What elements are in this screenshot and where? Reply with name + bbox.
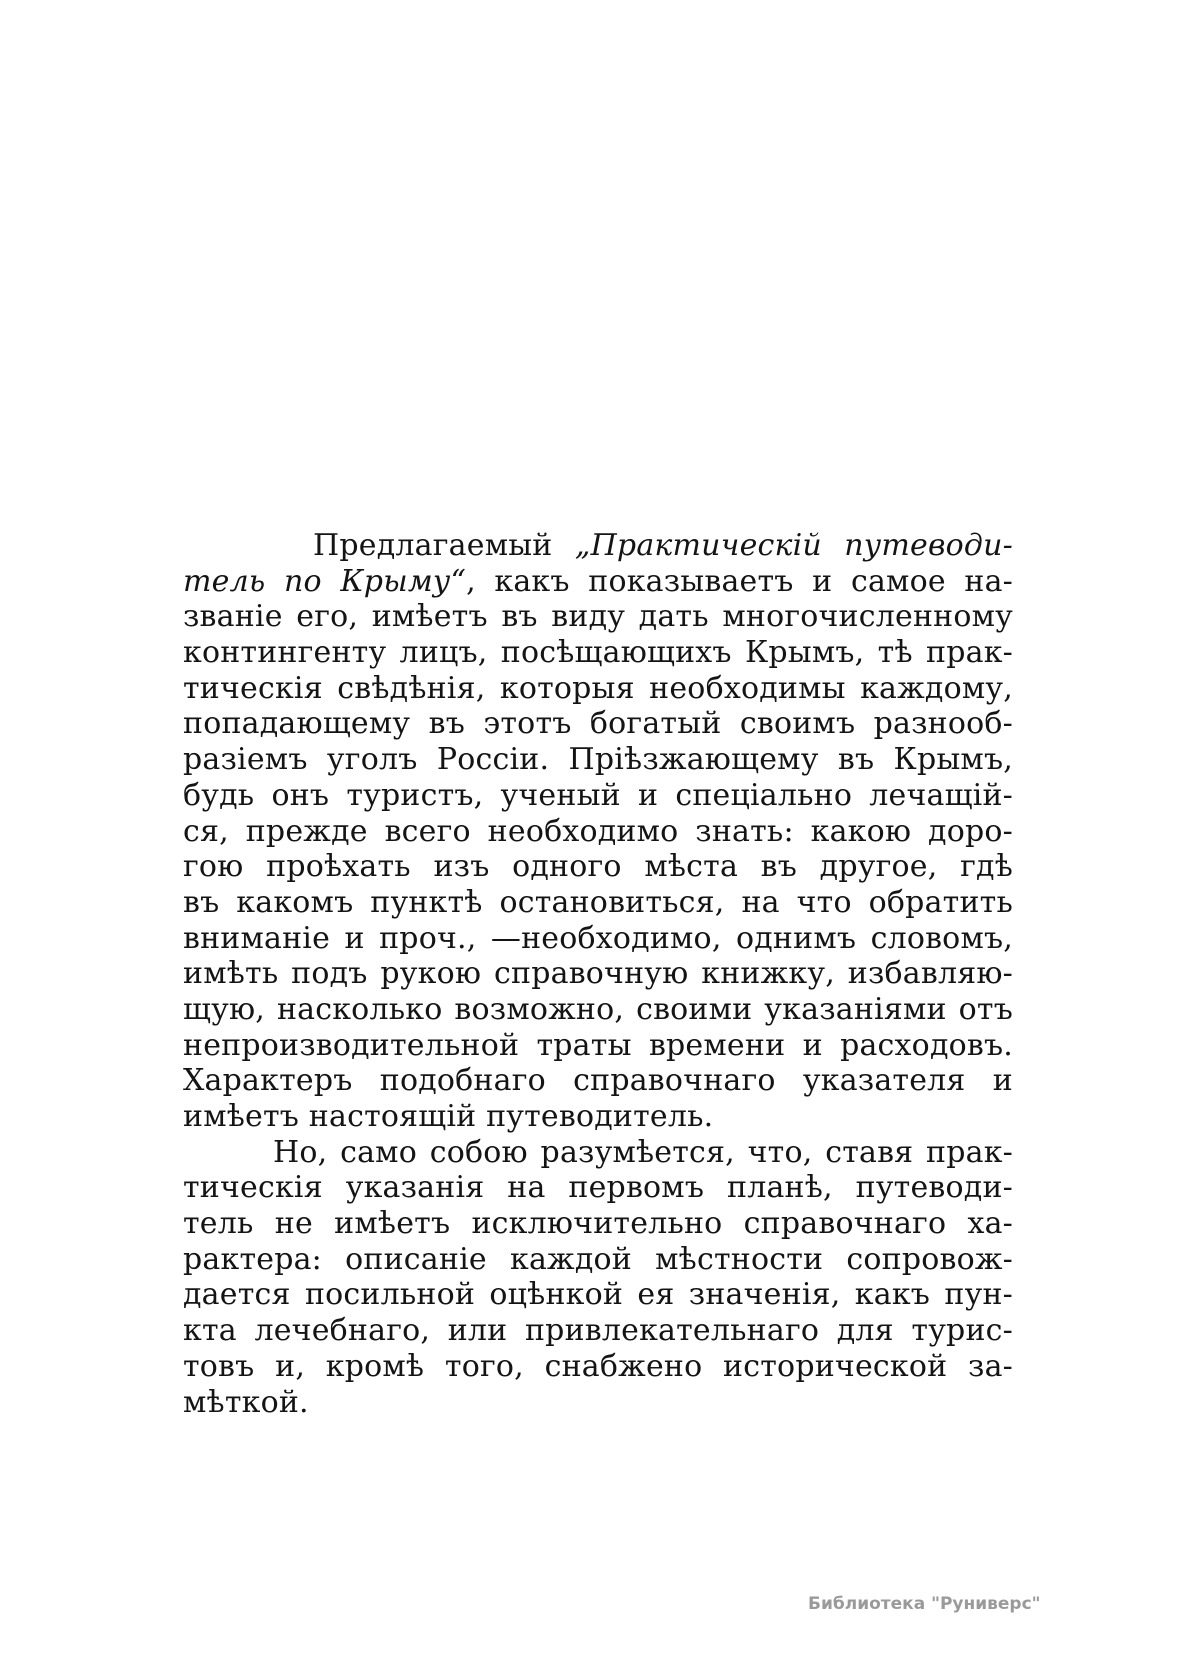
text-line [183,921,1013,957]
text-segment: разіемъ уголъ Россіи. Пріѣзжающему въ Крымъ, [183,742,1013,778]
text-line [183,956,1013,992]
library-watermark: Библиотека "Руниверс" [808,1594,1041,1614]
text-line [183,1385,1013,1421]
text-line [183,706,1013,742]
text-line [183,849,1013,885]
text-line [183,1135,1013,1171]
text-line [183,1277,1013,1313]
text-segment: гою проѣхать изъ одного мѣста въ другое, гдѣ [183,849,1013,885]
text-line [183,1063,1013,1099]
text-line [183,635,1013,671]
text-segment: непроизводительной траты времени и расходовъ. [183,1027,1013,1063]
text-segment: товъ и, кромѣ того, снабжено исторической за- [183,1348,1013,1384]
text-segment: будь онъ туристъ, ученый и спеціально лечащій- [183,777,1013,813]
text-segment: тическія указанія на первомъ планѣ, путеводи- [183,1170,1013,1206]
text-segment: тическія свѣдѣнія, которыя необходимы каждому, [183,670,1013,706]
text-line [183,1099,1013,1135]
text-line [183,1206,1013,1242]
text-line [183,742,1013,778]
text-line [183,885,1013,921]
text-segment: дается посильной оцѣнкой ея значенія, какъ пун- [183,1277,1013,1313]
text-segment: тель не имѣетъ исключительно справочнаго ха- [183,1206,1013,1242]
text-segment: Но, само собою разумѣется, что, ставя прак- [273,1134,1013,1170]
paragraph [183,528,1013,1135]
text-line [183,992,1013,1028]
text-line [183,528,1013,564]
text-line [183,1028,1013,1064]
text-line [183,1349,1013,1385]
paragraph [183,1135,1013,1421]
text-segment: , какъ показываетъ и самое на- [466,563,1013,599]
text-segment: въ какомъ пунктѣ остановиться, на что обратить [183,884,1013,920]
italic-title-segment: „Практическій путеводи- [574,528,1013,563]
text-line [183,814,1013,850]
text-segment: званіе его, имѣетъ въ виду дать многочисленному [183,599,1013,635]
text-segment: попадающему въ этотъ богатый своимъ разнооб- [183,706,1013,742]
text-line [183,599,1013,635]
text-segment: Характеръ подобнаго справочнаго указателя и [183,1063,1013,1099]
text-segment: рактера: описаніе каждой мѣстности сопровож- [183,1241,1013,1277]
text-segment: вниманіе и проч., —необходимо, однимъ словомъ, [183,920,1013,956]
text-segment: имѣть подъ рукою справочную книжку, избавляю- [183,956,1013,992]
text-line [183,778,1013,814]
text-line [183,564,1013,600]
text-line [183,1170,1013,1206]
text-segment: щую, насколько возможно, своими указаніями отъ [183,991,1013,1027]
body-text [183,528,1013,1420]
text-segment: имѣетъ настоящій путеводитель. [183,1099,714,1134]
text-segment: Предлагаемый [313,528,575,563]
text-line [183,1242,1013,1278]
text-line [183,1313,1013,1349]
text-segment: ся, прежде всего необходимо знать: какою доро- [183,813,1013,849]
italic-title-segment: тель по Крыму“ [183,563,467,599]
text-segment: кта лечебнаго, или привлекательнаго для турис- [183,1313,1013,1349]
text-segment: контингенту лицъ, посѣщающихъ Крымъ, тѣ прак- [183,635,1013,671]
text-segment: мѣткой. [183,1384,309,1420]
text-line [183,671,1013,707]
